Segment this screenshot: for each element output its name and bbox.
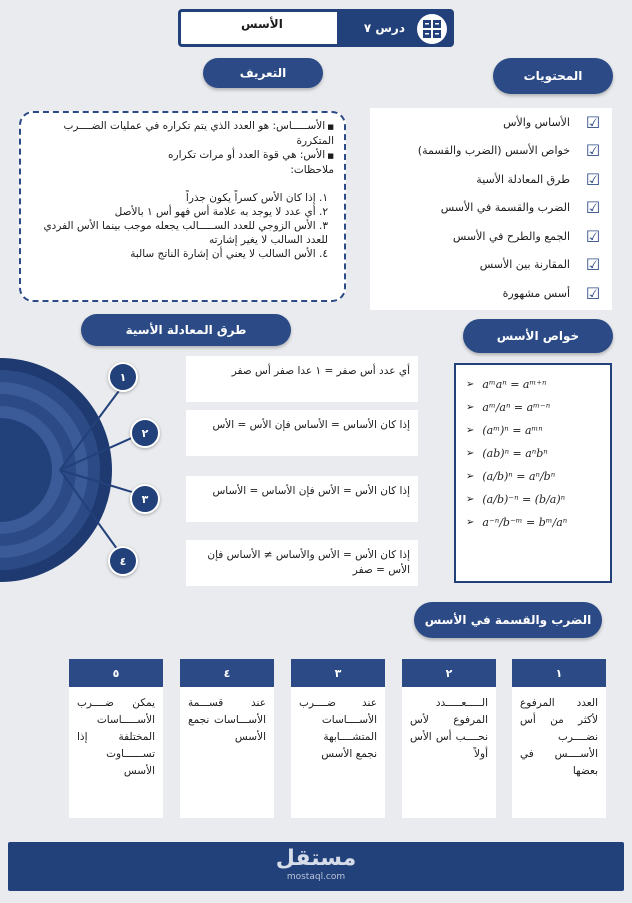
lesson-header — [178, 9, 454, 47]
method-card: إذا كان الأساس = الأساس فإن الأس = الأس — [186, 410, 418, 456]
formula-item: ➢ (a/b)ⁿ = aⁿ/bⁿ — [466, 470, 556, 483]
list-item: ☑ الجمع والطرح في الأسس — [452, 226, 601, 246]
note-item: ٤. الأس السالب لا يعني أن إشارة الناتج سالبة — [130, 248, 328, 260]
list-item: ☑ الضرب والقسمة في الأسس — [440, 198, 601, 218]
properties-box — [454, 363, 612, 583]
grid-icon — [417, 14, 447, 44]
check-icon: ☑ — [585, 141, 601, 161]
note-item: ٢. أي عدد لا يوجد به علامة أس فهو أس ١ بالأصل — [114, 206, 328, 218]
column-number: ٤ — [180, 659, 274, 687]
brand-logo: مستقل — [275, 846, 357, 871]
method-card: إذا كان الأس = الأس والأساس ≠ الأساس فإن الأس = صفر — [186, 540, 418, 586]
list-item: ☑ الأساس والأس — [503, 112, 601, 132]
list-item: ☑ أسس مشهورة — [502, 283, 601, 303]
definition-bullet: ■ الأســـــاس: هو العدد الذي يتم تكراره في عمليات الضــــرب المتكررة — [31, 119, 334, 148]
list-item: ☑ خواص الأسس (الضرب والقسمة) — [417, 141, 601, 161]
column-text: عند ضــــرب الأســــاسات المتشــــابهة نجمع الأسس — [291, 687, 385, 818]
definition-title: التعريف — [203, 58, 323, 88]
contents-title: المحتويات — [493, 58, 613, 94]
note-item: ٣. الأس الزوجي للعدد الســـــالب يجعله موجب بينما الأس الفردي للعدد السالب لا يغير إشارته — [43, 220, 328, 246]
formula-item: ➢ (a/b)⁻ⁿ = (b/a)ⁿ — [466, 493, 566, 506]
formula-item: ➢ a⁻ⁿ/b⁻ᵐ = bᵐ/aⁿ — [466, 516, 568, 529]
check-icon: ☑ — [585, 198, 601, 218]
column-text: عند قســـمة الأســـاسات نجمع الأسس — [180, 687, 274, 818]
method-card: أي عدد أس صفر = ١ عدا صفر أس صفر — [186, 356, 418, 402]
column-text: يمكن ضــــرب الأســـــاسات المختلفة إذا تســــــاوت الأسس — [69, 687, 163, 818]
formula-item: ➢ (aᵐ)ⁿ = aᵐⁿ — [466, 424, 543, 437]
arrow-icon: ➢ — [466, 471, 475, 482]
method-card: إذا كان الأس = الأس فإن الأساس = الأساس — [186, 476, 418, 522]
list-item: ☑ طرق المعادلة الأسية — [476, 169, 601, 189]
column-number: ٢ — [402, 659, 496, 687]
arrow-icon: ➢ — [466, 425, 475, 436]
column-text: العدد المرفوع لأكثر من أس نضــــرب الأســــس في بعضها — [512, 687, 606, 818]
method-number: ٤ — [108, 546, 138, 576]
column-number: ٣ — [291, 659, 385, 687]
arrow-icon: ➢ — [466, 402, 475, 413]
check-icon: ☑ — [585, 255, 601, 275]
arrow-icon: ➢ — [466, 517, 475, 528]
definition-box — [19, 111, 346, 302]
check-icon: ☑ — [585, 169, 601, 189]
methods-title: طرق المعادلة الأسية — [81, 314, 291, 346]
column-number: ٥ — [69, 659, 163, 687]
check-icon: ☑ — [585, 226, 601, 246]
notes-label: ملاحظات: — [290, 164, 334, 176]
lesson-number: درس ٧ — [363, 21, 405, 35]
definition-bullet: ■ الأس: هي قوة العدد أو مرات تكراره — [31, 148, 334, 163]
method-number: ٢ — [130, 418, 160, 448]
column-number: ١ — [512, 659, 606, 687]
definition-bullets — [31, 119, 334, 163]
list-item: ☑ المقارنة بين الأسس — [479, 255, 601, 275]
lesson-title: الأسس — [241, 17, 283, 31]
arrow-icon: ➢ — [466, 379, 475, 390]
contents-list — [380, 108, 602, 308]
footer-bar — [8, 842, 624, 891]
arrow-icon: ➢ — [466, 448, 475, 459]
check-icon: ☑ — [585, 283, 601, 303]
formula-item: ➢ (ab)ⁿ = aⁿbⁿ — [466, 447, 548, 460]
note-item: ١. إذا كان الأس كسراً يكون جذراً — [185, 192, 328, 204]
method-number: ١ — [108, 362, 138, 392]
mult-div-title: الضرب والقسمة في الأسس — [414, 602, 602, 638]
notes-list — [31, 191, 334, 261]
formula-item: ➢ aᵐaⁿ = aᵐ⁺ⁿ — [466, 378, 547, 391]
formula-item: ➢ aᵐ/aⁿ = aᵐ⁻ⁿ — [466, 401, 551, 414]
arrow-icon: ➢ — [466, 494, 475, 505]
column-text: الـــــعـــــدد المرفوع لأس نحــــب أس الأس أولاً — [402, 687, 496, 818]
method-number: ٣ — [130, 484, 160, 514]
radial-decoration — [0, 356, 200, 584]
brand-site: mostaql.com — [286, 872, 346, 882]
properties-title: خواص الأسس — [463, 319, 613, 353]
check-icon: ☑ — [585, 112, 601, 132]
